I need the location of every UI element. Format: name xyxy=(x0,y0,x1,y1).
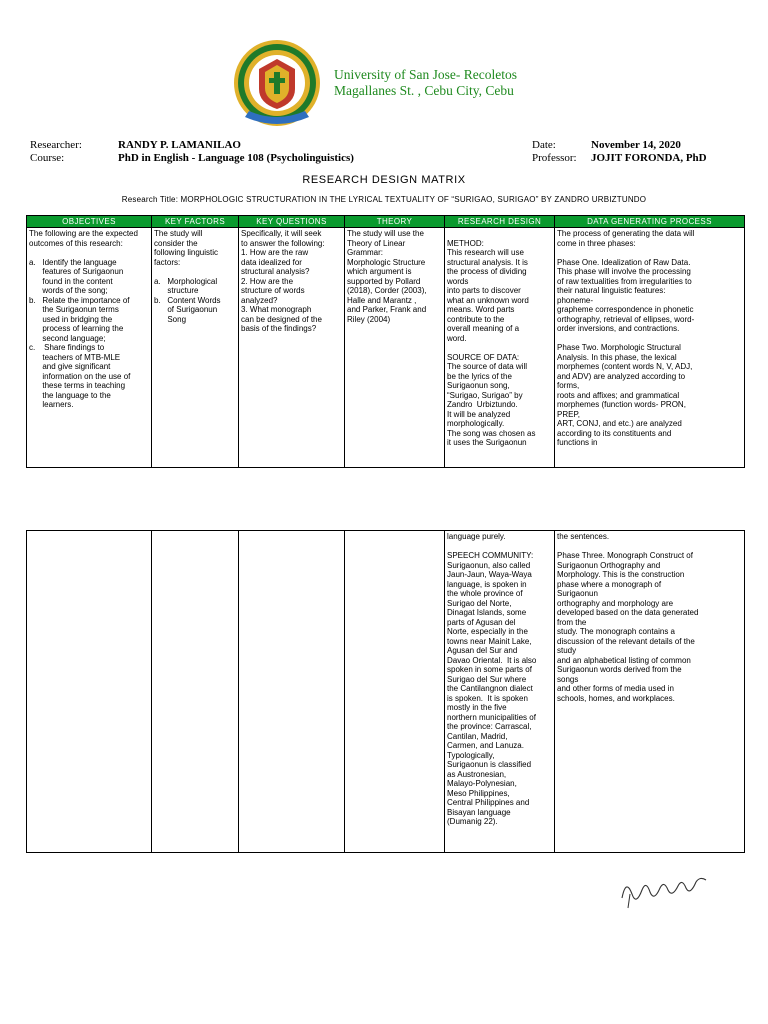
cell-key-factors: The study will consider the following linguistic factors: a. Morphological structure b. Content Words of Surigaonun Song xyxy=(152,228,239,468)
cell-theory xyxy=(345,531,445,853)
cell-objectives xyxy=(27,531,152,853)
cell-key-questions xyxy=(239,531,345,853)
document-title: RESEARCH DESIGN MATRIX xyxy=(302,174,466,186)
research-title-text: MORPHOLOGIC STRUCTURATION IN THE LYRICAL TEXTUALITY OF “SURIGAO, SURIGAO” BY ZANDRO URBIZTUNDO xyxy=(180,195,647,204)
header-theory: THEORY xyxy=(345,216,445,228)
cell-data-generating-process: The process of generating the data will come in three phases: Phase One. Idealization of Raw Data. This phase will involve the processing of raw textualities from irregularities to their natural linguistic features: phoneme- grapheme correspondence in phonetic orthography, retrieval of ellipses, word- order inversions, and contractions. Phase Two. Morphologic Structural Analysis. In this phase, the lexical morphemes (content words N, V, ADJ, and ADV) are analyzed according to forms, roots and affixes; and grammatical morphemes (function words- PRON, PREP, ART, CONJ, and etc.) are analyzed according to its constituents and functions in xyxy=(555,228,745,468)
cell-data-generating-process: the sentences. Phase Three. Monograph Construct of Surigaonun Orthography and Morphology. This is the construction phase where a monograph of Surigaonun orthography and morphology are developed based on the data generated from the study. The monograph contains a discussion of the relevant details of the study and an alphabetical listing of common Surigaonun words derived from the songs and other forms of media used in schools, homes, and workplaces. xyxy=(555,531,745,853)
course-label: Course: xyxy=(30,152,65,164)
cell-objectives: The following are the expected outcomes of this research: a. Identify the language features of Surigaonun found in the content words of the song; b. Relate the importance of the Surigaonun terms used in bridging the process of learning the second language; c. Share findings to teachers of MTB-MLE and give significant information on the use of these terms in teaching the language to the learners. xyxy=(27,228,152,468)
cell-key-questions: Specifically, it will seek to answer the following: 1. How are the raw data idealized for structural analysis? 2. How are the structure of words analyzed? 3. What monograph can be designed of the basis of the findings? xyxy=(239,228,345,468)
professor-name: JOJIT FORONDA, PhD xyxy=(591,152,707,164)
date-value: November 14, 2020 xyxy=(591,139,681,151)
university-seal-icon xyxy=(233,39,321,127)
research-matrix-table-top xyxy=(26,215,745,468)
table-row xyxy=(27,228,745,468)
research-title-label: Research Title: xyxy=(121,195,181,204)
header-key-factors: KEY FACTORS xyxy=(152,216,239,228)
table-row xyxy=(27,531,745,853)
cell-key-factors xyxy=(152,531,239,853)
university-address: Magallanes St. , Cebu City, Cebu xyxy=(334,83,514,98)
date-label: Date: xyxy=(532,139,556,151)
header-objectives: OBJECTIVES xyxy=(27,216,152,228)
cell-theory: The study will use the Theory of Linear Grammar: Morphologic Structure which argument is supported by Pollard (2018), Corder (2003), Halle and Marantz , and Parker, Frank and Riley (2004) xyxy=(345,228,445,468)
signature-mark xyxy=(616,868,712,912)
header-research-design: RESEARCH DESIGN xyxy=(445,216,555,228)
professor-label: Professor: xyxy=(532,152,577,164)
university-name: University of San Jose- Recoletos xyxy=(334,67,517,82)
research-title xyxy=(0,195,768,204)
table-header-row xyxy=(27,216,745,228)
research-matrix-table-bottom xyxy=(26,530,745,853)
header-key-questions: KEY QUESTIONS xyxy=(239,216,345,228)
cell-research-design: language purely. SPEECH COMMUNITY: Surigaonun, also called Jaun-Jaun, Waya-Waya language, is spoken in the whole province of Surigao del Norte, Dinagat Islands, some parts of Agusan del Norte, especially in the towns near Mainit Lake, Agusan del Sur and Davao Oriental. It is also spoken in some parts of Surigao del Sur where the Cantilangnon dialect is spoken. It is spoken mostly in the five northern municipalities of the province: Carrascal, Cantilan, Madrid, Carmen, and Lanuza. Typologically, Surigaonun is classified as Austronesian, Malayo-Polynesian, Meso Philippines, Central Philippines and Bisayan language (Dumanig 22). xyxy=(445,531,555,853)
cell-research-design: METHOD: This research will use structural analysis. It is the process of dividing words into parts to discover what an unknown word means. Word parts contribute to the overall meaning of a word. SOURCE OF DATA: The source of data will be the lyrics of the Surigaonun song, “Surigao, Surigao” by Zandro Urbiztundo. It will be analyzed morphologically. The song was chosen as it uses the Surigaonun xyxy=(445,228,555,468)
researcher-label: Researcher: xyxy=(30,139,82,151)
course-name: PhD in English - Language 108 (Psycholinguistics) xyxy=(118,152,354,164)
header-data-generating-process: DATA GENERATING PROCESS xyxy=(555,216,745,228)
researcher-name: RANDY P. LAMANILAO xyxy=(118,139,241,151)
